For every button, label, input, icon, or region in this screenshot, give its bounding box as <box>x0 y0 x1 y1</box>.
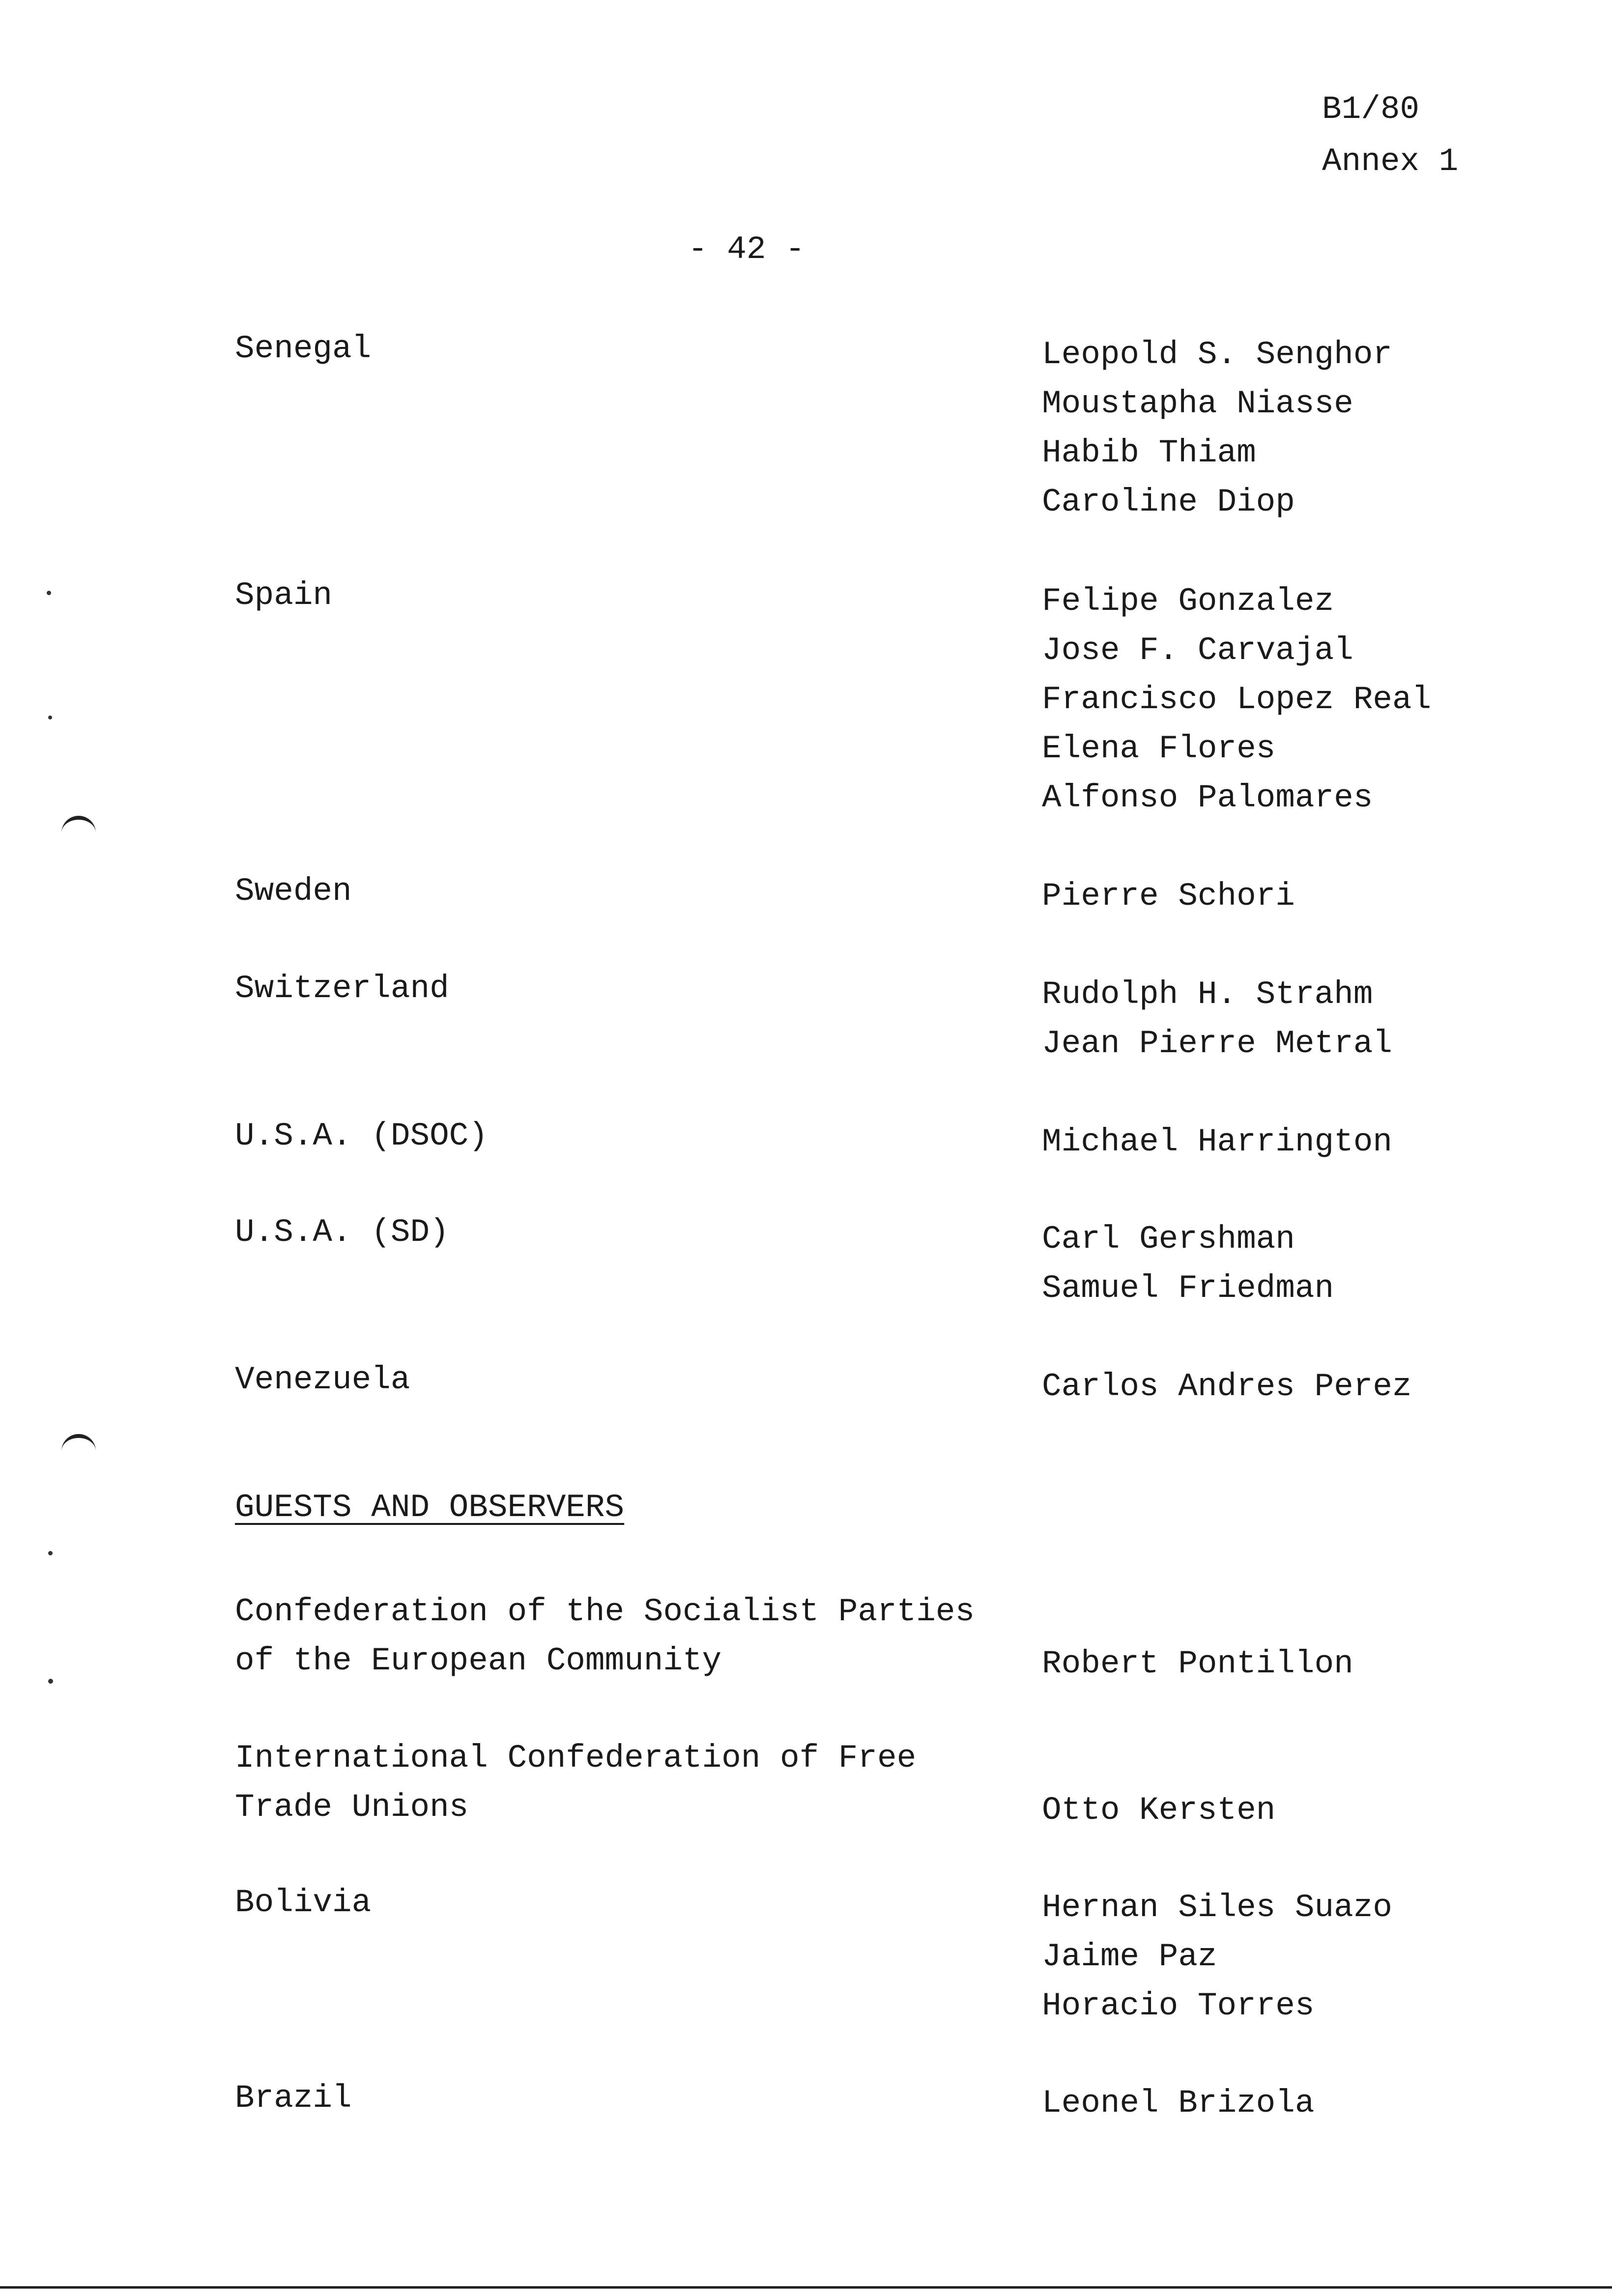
delegate-name: Pierre Schori <box>1042 878 1295 915</box>
guest-delegates <box>1042 1786 1275 1835</box>
page-number: - 42 - <box>688 231 805 268</box>
delegates-usa-dsoc <box>1042 1118 1392 1167</box>
delegate-name: Horacio Torres <box>1042 1987 1315 2024</box>
scan-speck <box>48 716 52 719</box>
guest-delegates <box>1042 1639 1353 1689</box>
annex-label: Annex 1 <box>1322 143 1459 180</box>
delegates-bolivia <box>1042 1883 1392 2031</box>
scan-speck <box>47 591 51 595</box>
delegate-name: Caroline Diop <box>1042 484 1295 520</box>
country-switzerland: Switzerland <box>235 970 449 1007</box>
delegates-sweden <box>1042 872 1295 921</box>
delegate-name: Jean Pierre Metral <box>1042 1025 1392 1062</box>
reference-code: B1/80 <box>1322 91 1420 128</box>
organization-line: Bolivia <box>235 1884 372 1921</box>
organization-line: Trade Unions <box>235 1789 469 1826</box>
delegate-name: Robert Pontillon <box>1042 1645 1353 1682</box>
country-venezuela: Venezuela <box>235 1361 410 1398</box>
delegates-usa-sd <box>1042 1215 1334 1313</box>
delegate-name: Hernan Siles Suazo <box>1042 1889 1392 1926</box>
bottom-edge-line <box>0 2286 1612 2289</box>
country-spain: Spain <box>235 577 333 614</box>
document-reference <box>1322 84 1458 188</box>
delegate-name: Elena Flores <box>1042 730 1276 767</box>
delegate-name: Jaime Paz <box>1042 1938 1217 1975</box>
delegates-spain <box>1042 577 1431 823</box>
delegate-name: Samuel Friedman <box>1042 1270 1334 1307</box>
delegates-brazil <box>1042 2079 1315 2128</box>
country-senegal: Senegal <box>235 330 372 367</box>
punch-hole-mark <box>61 1434 96 1453</box>
organization-line: of the European Community <box>235 1642 722 1679</box>
delegate-name: Otto Kersten <box>1042 1792 1276 1829</box>
punch-hole-mark <box>61 816 96 834</box>
delegate-name: Carlos Andres Perez <box>1042 1368 1412 1405</box>
country-usa-sd: U.S.A. (SD) <box>235 1214 449 1251</box>
guests-heading: GUESTS AND OBSERVERS <box>235 1489 625 1526</box>
guest-organization <box>235 1734 916 1832</box>
organization-line: Brazil <box>235 2080 352 2117</box>
country-usa-dsoc: U.S.A. (DSOC) <box>235 1118 488 1154</box>
delegate-name: Moustapha Niasse <box>1042 385 1353 422</box>
organization-line: Confederation of the Socialist Parties <box>235 1593 975 1630</box>
delegate-name: Francisco Lopez Real <box>1042 681 1432 718</box>
guest-organization <box>235 1587 975 1686</box>
delegates-venezuela <box>1042 1362 1412 1411</box>
delegate-name: Jose F. Carvajal <box>1042 632 1353 669</box>
delegate-name: Alfonso Palomares <box>1042 779 1373 816</box>
delegate-name: Carl Gershman <box>1042 1221 1295 1258</box>
delegate-name: Michael Harrington <box>1042 1123 1392 1160</box>
scan-speck <box>48 1679 53 1684</box>
country-sweden: Sweden <box>235 873 352 910</box>
delegate-name: Leopold S. Senghor <box>1042 336 1392 373</box>
delegate-name: Habib Thiam <box>1042 434 1256 471</box>
country-bolivia <box>235 1878 371 1927</box>
scan-speck <box>48 1551 53 1555</box>
delegate-name: Leonel Brizola <box>1042 2085 1315 2122</box>
delegates-senegal <box>1042 330 1392 527</box>
delegate-name: Felipe Gonzalez <box>1042 583 1334 620</box>
delegates-switzerland <box>1042 970 1392 1068</box>
delegate-name: Rudolph H. Strahm <box>1042 976 1373 1013</box>
organization-line: International Confederation of Free <box>235 1740 917 1777</box>
country-brazil <box>235 2074 352 2123</box>
